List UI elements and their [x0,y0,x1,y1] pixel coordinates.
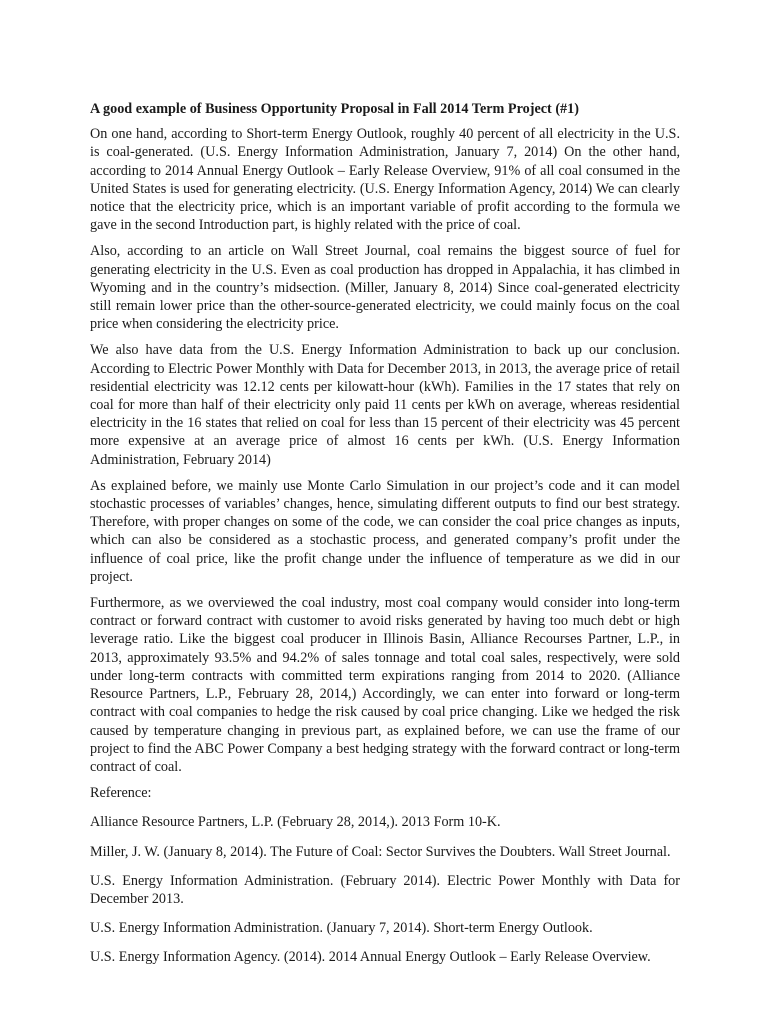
reference-item: Miller, J. W. (January 8, 2014). The Future of Coal: Sector Survives the Doubters. Wall Street Journal. [90,843,671,860]
document-page [90,100,680,978]
paragraph-monte-carlo: As explained before, we mainly use Monte Carlo Simulation in our project’s code and it can model stochastic processes of variables’ changes, hence, simulating different outputs to find our best strategy. Therefore, with proper changes on some of the code, we can consider the coal price changes as inputs, which can also be considered as a stochastic process, and generated company’s profit under the influence of coal price, like the profit change under the influence of temperature as we did in our project. [90,477,680,585]
reference-item: U.S. Energy Information Administration. (February 2014). Electric Power Monthly with Data for December 2013. [90,872,680,907]
document-title: A good example of Business Opportunity Proposal in Fall 2014 Term Project (#1) [90,101,579,117]
paragraph-eia-data: We also have data from the U.S. Energy Information Administration to back up our conclusion. According to Electric Power Monthly with Data for December 2013, in 2013, the average price of retail residential electricity was 12.12 cents per kilowatt-hour (kWh). Families in the 17 states that rely on coal for more than half of their electricity only paid 11 cents per kWh on average, whereas residential electricity in the 16 states that relied on coal for less than 15 percent of their electricity was 45 percent more expensive at an average price of almost 16 cents per kWh. (U.S. Energy Information Administration, February 2014) [90,342,680,468]
paragraph-coal-generation: On one hand, according to Short-term Energy Outlook, roughly 40 percent of all electricity in the U.S. is coal-generated. (U.S. Energy Information Administration, January 7, 2014) On the other hand, according to 2014 Annual Energy Outlook – Early Release Overview, 91% of all coal consumed in the United States is used for generating electricity. (U.S. Energy Information Agency, 2014) We can clearly notice that the electricity price, which is an important variable of profit according to the formula we gave in the second Introduction part, is highly related with the price of coal. [90,126,680,234]
reference-heading: Reference: [90,785,152,802]
reference-item: U.S. Energy Information Agency. (2014). 2014 Annual Energy Outlook – Early Release Overview. [90,949,651,966]
paragraph-hedging: Furthermore, as we overviewed the coal industry, most coal company would consider into long-term contract or forward contract with customer to avoid risks generated by having too much debt or high leverage ratio. Like the biggest coal producer in Illinois Basin, Alliance Recourses Partner, L.P., in 2013, approximately 93.5% and 94.2% of sales tonnage and total coal sales, respectively, were sold under long-term contracts with committed term expirations ranging from 2014 to 2020. (Alliance Resource Partners, L.P., February 28, 2014,) Accordingly, we can enter into forward or long-term contract with coal companies to hedge the risk caused by coal price changing. Like we hedged the risk caused by temperature changing in previous part, as explained before, we can use the frame of our project to find the ABC Power Company a best hedging strategy with the forward contract or long-term contract of coal. [90,595,680,775]
paragraph-wall-street-journal: Also, according to an article on Wall Street Journal, coal remains the biggest source of fuel for generating electricity in the U.S. Even as coal production has dropped in Appalachia, it has climbed in Wyoming and in the country’s midsection. (Miller, January 8, 2014) Since coal-generated electricity still remain lower price than the other-source-generated electricity, we could mainly focus on the coal price when considering the electricity price. [90,243,680,333]
reference-item: U.S. Energy Information Administration. (January 7, 2014). Short-term Energy Outlook. [90,920,593,937]
reference-item: Alliance Resource Partners, L.P. (February 28, 2014,). 2013 Form 10-K. [90,814,501,831]
